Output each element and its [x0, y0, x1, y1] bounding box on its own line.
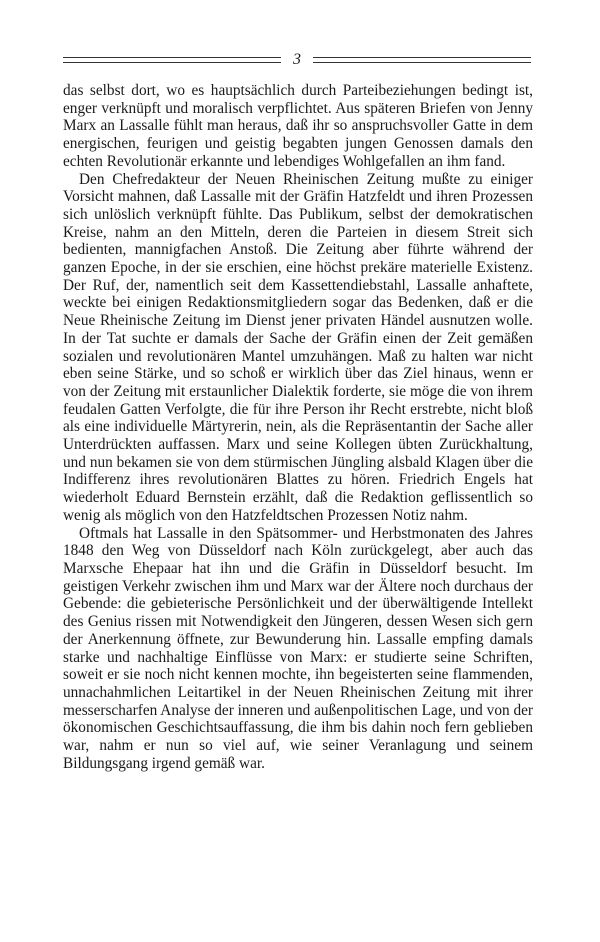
paragraph: Oftmals hat Lassalle in den Spätsommer- und Herbstmonaten des Jahres 1848 den Weg von Düsseldorf nach Köln zurückgelegt, aber auch das Marxsche Ehepaar hat ihn und die Gräfin in Düsseldorf besucht. Im geistigen Verkehr zwischen ihm und Marx war der Ältere noch durchaus der Gebende: die gebieterische Persönlichkeit und der überwältigende Intellekt des Genius rissen mit Notwendigkeit den Jüngeren, dessen Wesen sich gern der Anerkennung öffnete, zur Bewunderung hin. Lassalle empfing damals starke und nachhaltige Einflüsse von Marx: er studierte seine Schriften, soweit er sie noch nicht kennen mochte, ihn begeisterten seine flammenden, unnachahmlichen Leitartikel in der Neuen Rheinischen Zeitung mit ihrer messerscharfen Analyse der inneren und außenpolitischen Lage, und von der ökonomischen Geschichtsauffassung, die ihm bis dahin noch fern geblieben war, nahm er nun so viel auf, wie seiner Veranlagung und seinem Bildungsgang irgend gemäß war. [63, 524, 533, 772]
paragraph: Den Chefredakteur der Neuen Rheinischen Zeitung mußte zu einiger Vorsicht mahnen, daß Lassalle mit der Gräfin Hatzfeldt und ihren Prozessen sich unlöslich verknüpft fühlte. Das Publikum, selbst der demokratischen Kreise, nahm an den Mitteln, deren die Parteien in diesem Streit sich bedienten, mannigfachen Anstoß. Die Zeitung aber führte während der ganzen Epoche, in der sie erschien, eine höchst prekäre materielle Existenz. Der Ruf, der, namentlich seit dem Kassettendiebstahl, Lassalle anhaftete, weckte bei einigen Redaktionsmitgliedern sogar das Bedenken, daß er die Neue Rheinische Zeitung im Dienst jener privaten Händel ausnutzen wolle. In der Tat suchte er damals der Sache der Gräfin einen der Zeit gemäßen sozialen und revolutionären Mantel umzuhängen. Maß zu halten war nicht eben seine Stärke, und so schoß er wirklich über das Ziel hinaus, wenn er von der Zeitung mit erstaunlicher Dialektik forderte, sie möge die von ihrem feudalen Gatten Verfolgte, die für ihre Person ihr Recht erstrebte, nicht bloß als eine individuelle Märtyrerin, nein, als die Repräsentantin der Sache aller Unterdrückten auffassen. Marx und seine Kollegen übten Zurückhaltung, und nun bekamen sie von dem stürmischen Jüngling alsbald Klagen über die Indifferenz ihres revolutionären Blattes zu hören. Friedrich Engels hat wiederholt Eduard Bernstein erzählt, daß die Redaktion geflissentlich so wenig als möglich von den Hatzfeldtschen Prozessen Notiz nahm. [63, 170, 533, 524]
header-rule-left [63, 57, 281, 63]
page-number: 3 [293, 51, 301, 68]
header-rule-right [313, 57, 531, 63]
page-body [63, 82, 533, 772]
page-header [63, 50, 531, 70]
paragraph: das selbst dort, wo es hauptsächlich durch Parteibeziehungen bedingt ist, enger verknüpft und moralisch verpflichtet. Aus späteren Briefen von Jenny Marx an Lassalle fühlt man heraus, daß ihr so anspruchsvoller Gatte in dem energischen, feurigen und geistig begabten jungen Genossen damals den echten Revolutionär erkannte und lebendiges Wohlgefallen an ihm fand. [63, 82, 533, 170]
